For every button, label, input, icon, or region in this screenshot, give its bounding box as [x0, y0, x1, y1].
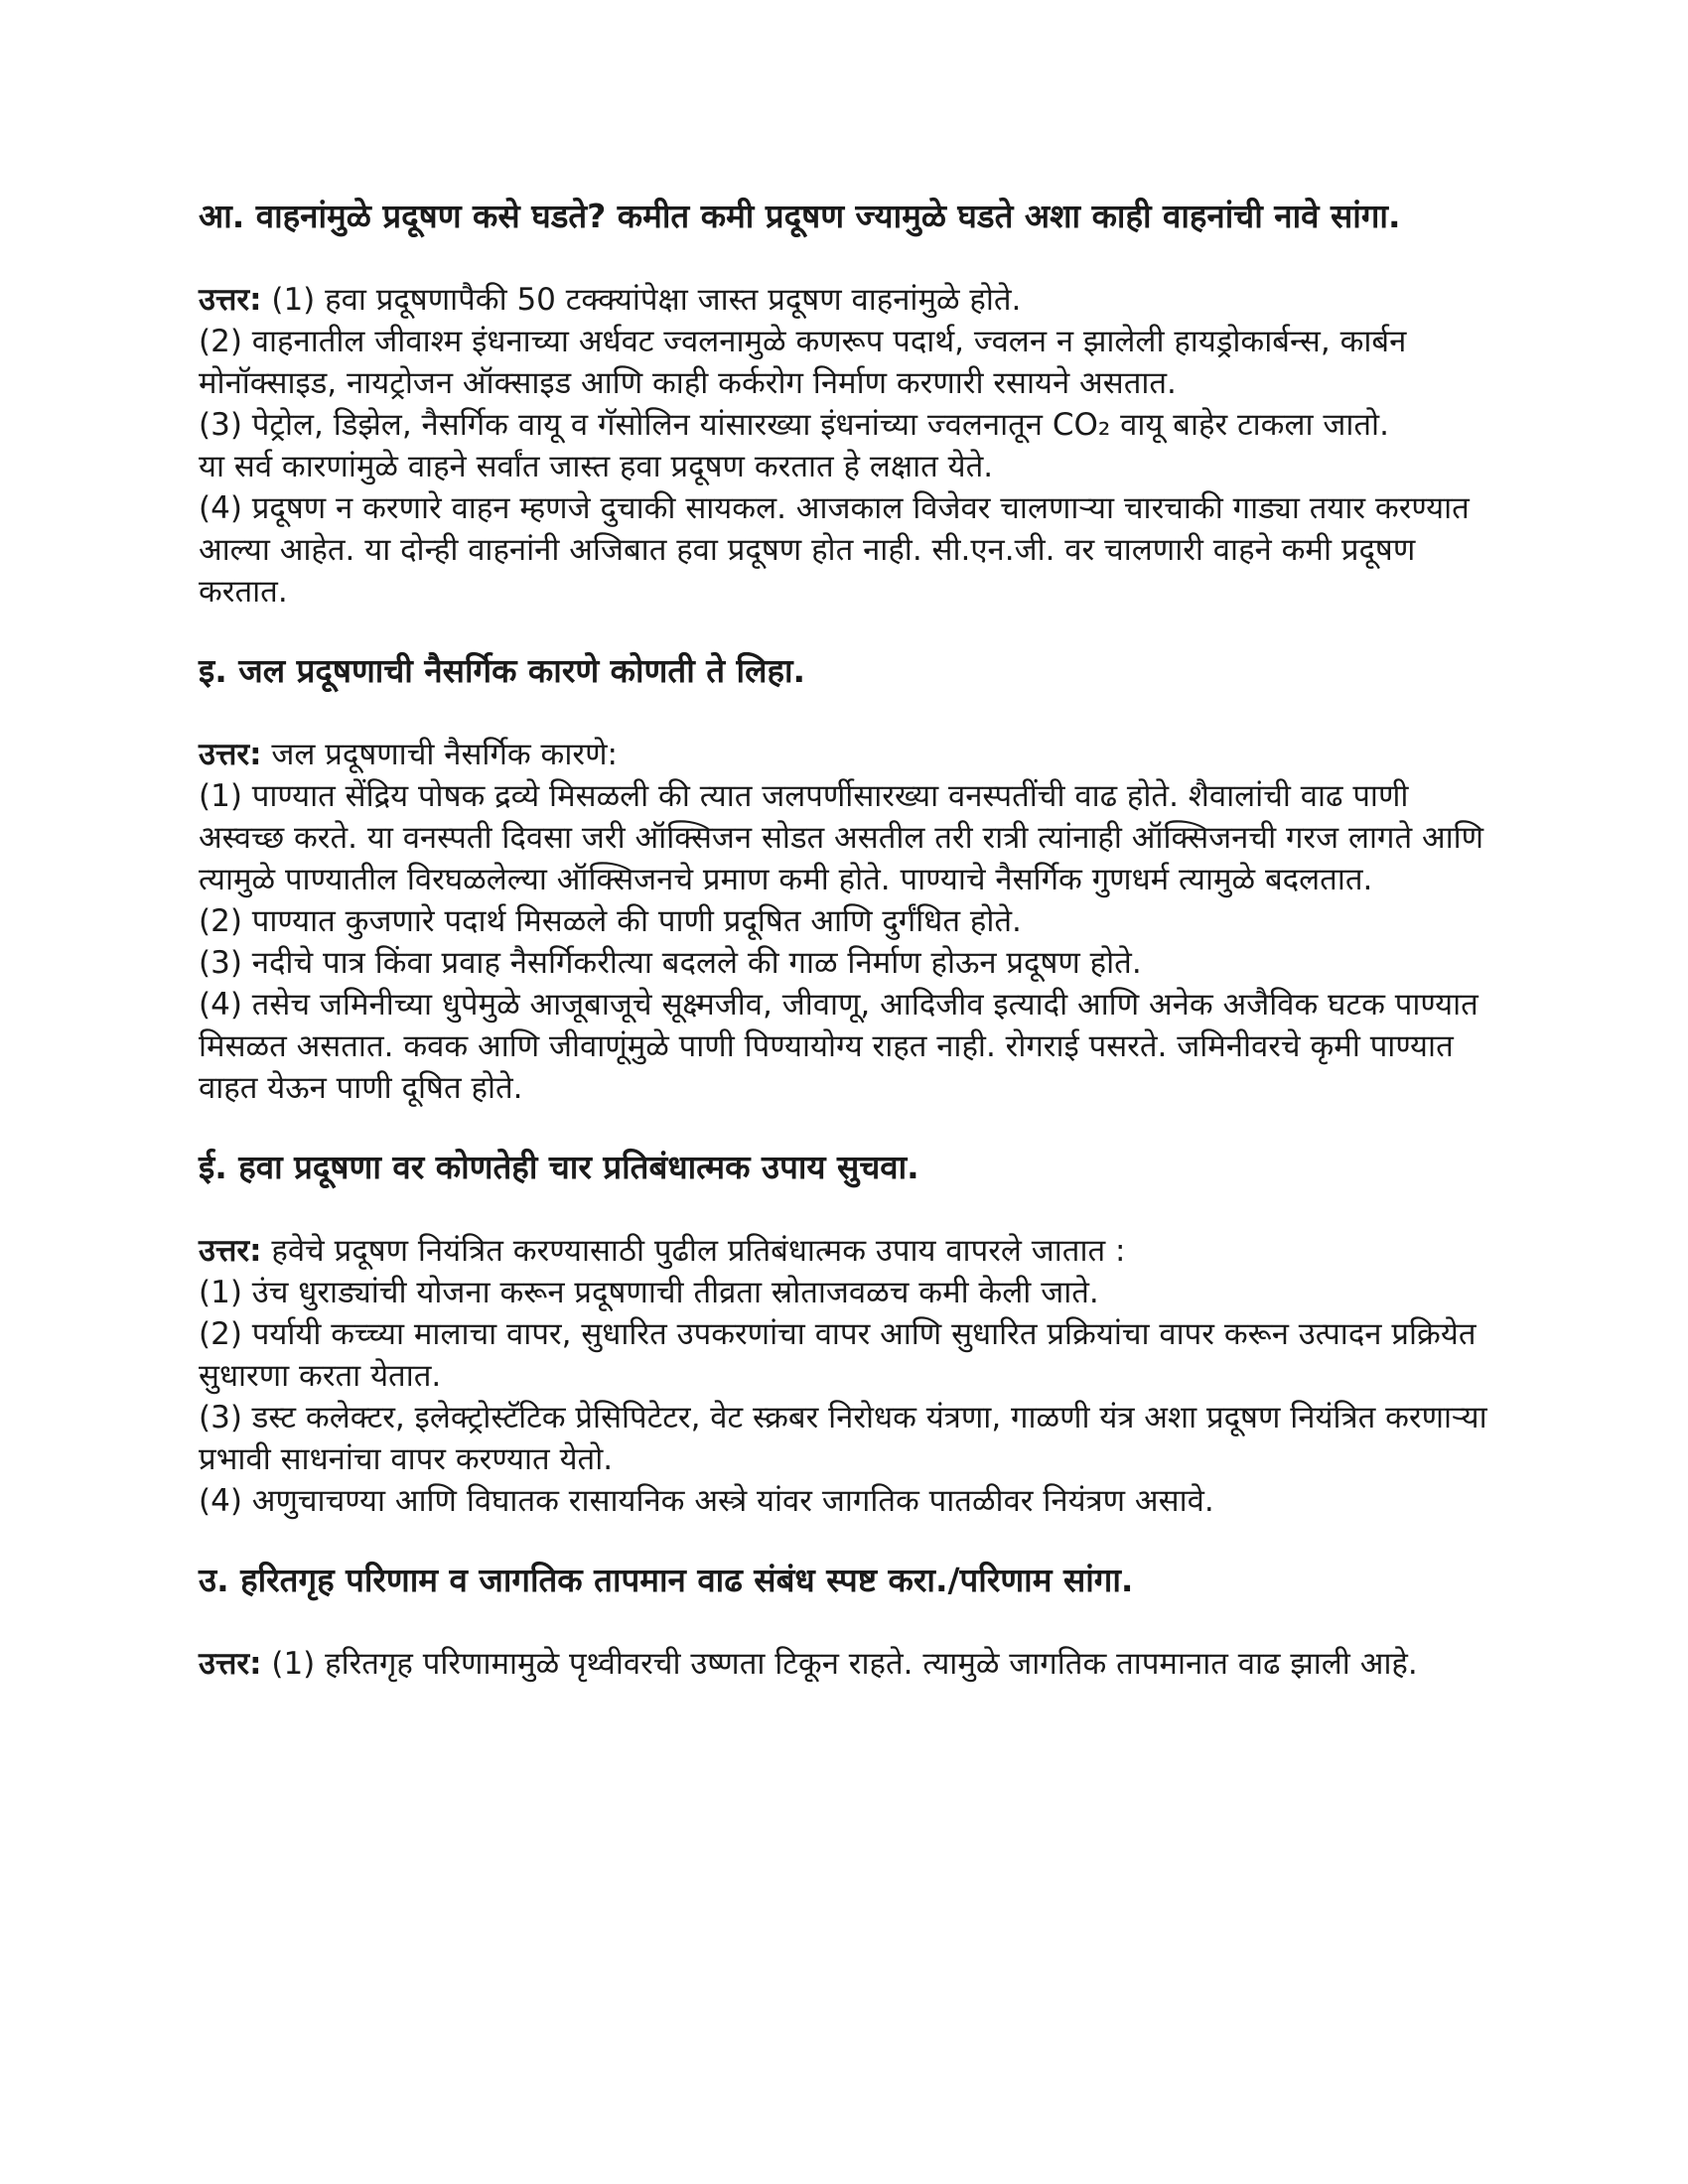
answer-block	[199, 734, 1489, 1109]
answer-label: उत्तर:	[199, 1233, 262, 1269]
question-heading: इ. जल प्रदूषणाची नैसर्गिक कारणे कोणती ते लिहा.	[199, 651, 806, 690]
answer-block	[199, 279, 1489, 613]
answer-line: (4) प्रदूषण न करणारे वाहन म्हणजे दुचाकी सायकल. आजकाल विजेवर चालणाऱ्या चारचाकी गाड्या तयार करण्यात आल्या आहेत. या दोन्ही वाहनांनी अजिबात हवा प्रदूषण होत नाही. सी.एन.जी. वर चालणारी वाहने कमी प्रदूषण करतात.	[199, 490, 1470, 610]
answer-lead-text: हवेचे प्रदूषण नियंत्रित करण्यासाठी पुढील प्रतिबंधात्मक उपाय वापरले जातात :	[261, 1233, 1126, 1269]
answer-lead	[199, 1643, 1489, 1685]
answer-line: (3) पेट्रोल, डिझेल, नैसर्गिक वायू व गॅसोलिन यांसारख्या इंधनांच्या ज्वलनातून CO₂ वायू बाहेर टाकला जातो.	[199, 407, 1389, 443]
answer-line: (2) पर्यायी कच्च्या मालाचा वापर, सुधारित उपकरणांचा वापर आणि सुधारित प्रक्रियांचा वापर करून उत्पादन प्रक्रियेत सुधारणा करता येतात.	[199, 1316, 1477, 1394]
answer-lead-text: जल प्रदूषणाची नैसर्गिक कारणे:	[261, 737, 618, 772]
qa-section-air-pollution-measures	[199, 1145, 1489, 1522]
answer-lead	[199, 279, 1489, 321]
answer-line: (1) पाण्यात सेंद्रिय पोषक द्रव्ये मिसळली की त्यात जलपर्णीसारख्या वनस्पतींची वाढ होते. शैवालांची वाढ पाणी अस्वच्छ करते. या वनस्पती दिवसा जरी ऑक्सिजन सोडत असतील तरी रात्री त्यांनाही ऑक्सिजनची गरज लागते आणि त्यामुळे पाण्यातील विरघळलेल्या ऑक्सिजनचे प्रमाण कमी होते. पाण्याचे नैसर्गिक गुणधर्म त्यामुळे बदलतात.	[199, 778, 1484, 897]
answer-line: (3) डस्ट कलेक्टर, इलेक्ट्रोस्टॅटिक प्रेसिपिटेटर, वेट स्क्रबर निरोधक यंत्रणा, गाळणी यंत्र अशा प्रदूषण नियंत्रित करणाऱ्या प्रभावी साधनांचा वापर करण्यात येतो.	[199, 1400, 1487, 1477]
answer-lead-text: (1) हरितगृह परिणामामुळे पृथ्वीवरची उष्णता टिकून राहते. त्यामुळे जागतिक तापमानात वाढ झाली आहे.	[261, 1646, 1418, 1682]
answer-lead-text: (1) हवा प्रदूषणापैकी 50 टक्क्यांपेक्षा जास्त प्रदूषण वाहनांमुळे होते.	[261, 282, 1022, 318]
question-heading: उ. हरितगृह परिणाम व जागतिक तापमान वाढ संबंध स्पष्ट करा./परिणाम सांगा.	[199, 1561, 1134, 1599]
document-page	[199, 194, 1489, 1720]
answer-lead	[199, 1230, 1489, 1272]
answer-label: उत्तर:	[199, 737, 262, 772]
answer-line: (2) वाहनातील जीवाश्म इंधनाच्या अर्धवट ज्वलनामुळे कणरूप पदार्थ, ज्वलन न झालेली हायड्रोकार्बन्स, कार्बन मोनॉक्साइड, नायट्रोजन ऑक्साइड आणि काही कर्करोग निर्माण करणारी रसायने असतात.	[199, 324, 1407, 401]
answer-lead	[199, 734, 1489, 775]
qa-section-water-pollution	[199, 648, 1489, 1109]
answer-label: उत्तर:	[199, 282, 262, 318]
qa-section-vehicle-pollution	[199, 194, 1489, 613]
answer-line: या सर्व कारणांमुळे वाहने सर्वांत जास्त हवा प्रदूषण करतात हे लक्षात येते.	[199, 449, 994, 484]
answer-line: (4) अणुचाचण्या आणि विघातक रासायनिक अस्त्रे यांवर जागतिक पातळीवर नियंत्रण असावे.	[199, 1483, 1214, 1519]
answer-block	[199, 1643, 1489, 1685]
answer-line: (2) पाण्यात कुजणारे पदार्थ मिसळले की पाणी प्रदूषित आणि दुर्गंधित होते.	[199, 903, 1022, 939]
question-heading: ई. हवा प्रदूषणा वर कोणतेही चार प्रतिबंधात्मक उपाय सुचवा.	[199, 1148, 919, 1186]
question-heading: आ. वाहनांमुळे प्रदूषण कसे घडते? कमीत कमी प्रदूषण ज्यामुळे घडते अशा काही वाहनांची नावे सांगा.	[199, 197, 1401, 235]
qa-section-greenhouse-effect	[199, 1558, 1489, 1685]
answer-block	[199, 1230, 1489, 1522]
answer-line: (1) उंच धुराड्यांची योजना करून प्रदूषणाची तीव्रता स्रोताजवळच कमी केली जाते.	[199, 1275, 1099, 1310]
answer-line: (3) नदीचे पात्र किंवा प्रवाह नैसर्गिकरीत्या बदलले की गाळ निर्माण होऊन प्रदूषण होते.	[199, 945, 1142, 981]
answer-label: उत्तर:	[199, 1646, 262, 1682]
answer-line: (4) तसेच जमिनीच्या धुपेमुळे आजूबाजूचे सूक्ष्मजीव, जीवाणू, आदिजीव इत्यादी आणि अनेक अजैविक घटक पाण्यात मिसळत असतात. कवक आणि जीवाणूंमुळे पाणी पिण्यायोग्य राहत नाही. रोगराई पसरते. जमिनीवरचे कृमी पाण्यात वाहत येऊन पाणी दूषित होते.	[199, 987, 1478, 1106]
